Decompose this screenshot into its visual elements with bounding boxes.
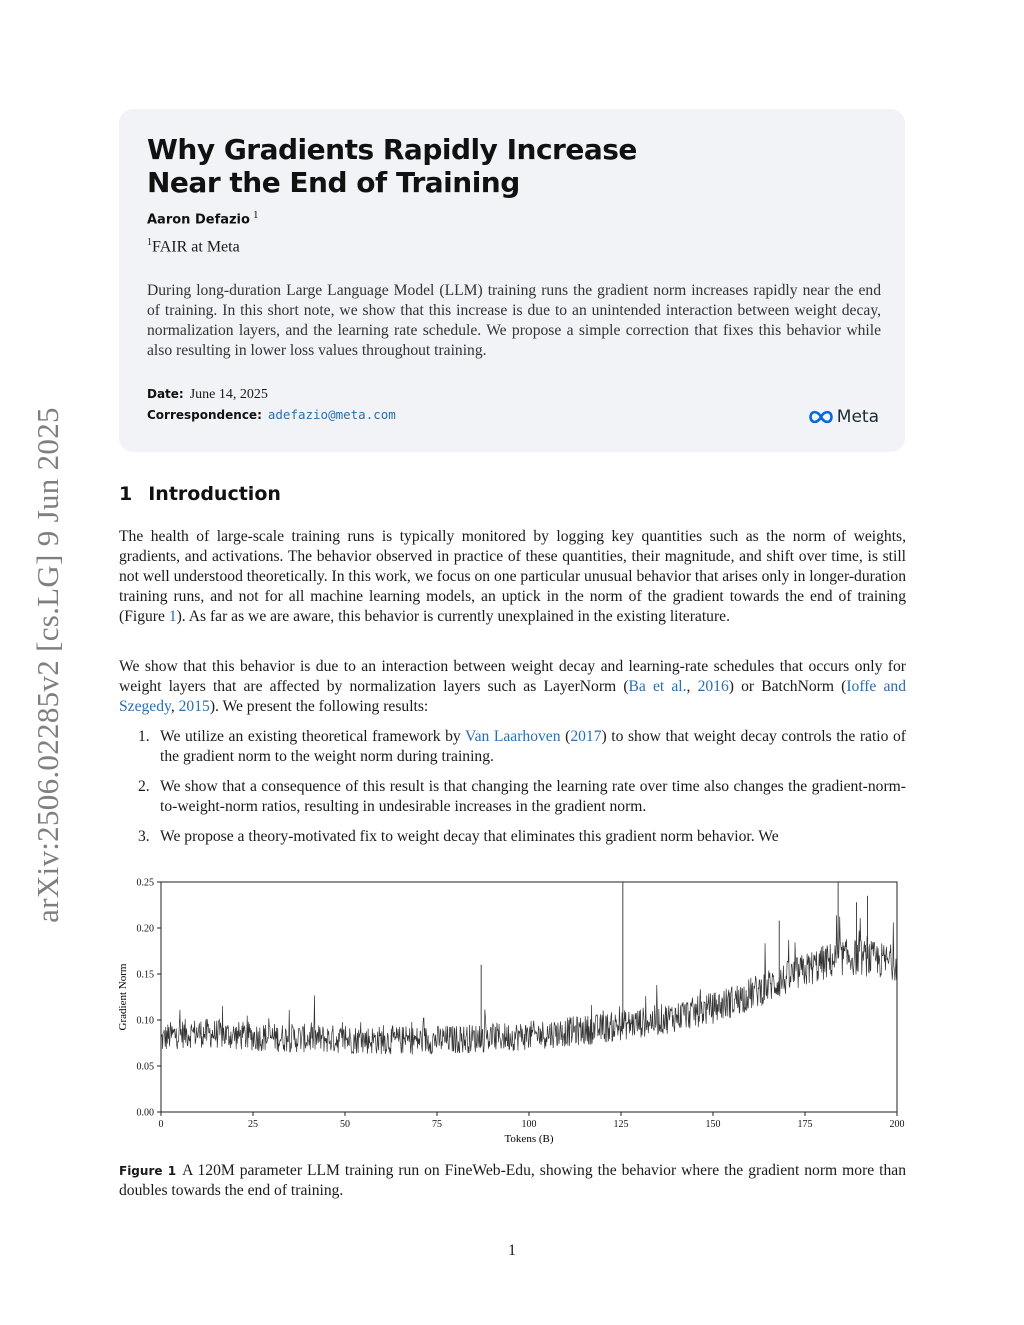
x-tick-label: 175 — [797, 1119, 813, 1130]
correspondence-row — [147, 407, 396, 424]
y-axis — [137, 878, 162, 1119]
p1-text-b: ). As far as we are aware, this behavior is currently unexplained in the existing literature. — [176, 608, 730, 625]
p2-text-c: ). We present the following results: — [209, 698, 429, 715]
cite-van-laarhoven-year[interactable]: 2017 — [570, 728, 602, 745]
affiliation-name: FAIR at Meta — [152, 238, 240, 256]
list-number: 2. — [138, 778, 150, 795]
plot-line-group — [161, 882, 897, 1054]
item-2-text: We show that a consequence of this result is that changing the learning rate over time also changes the gradient-norm-to-weight-norm ratios, resulting in undesirable increases in the gradient norm. — [160, 778, 906, 815]
author-superscript: 1 — [252, 209, 259, 221]
paper-title — [147, 133, 637, 199]
paper-header — [119, 109, 905, 452]
correspondence-email[interactable]: adefazio@meta.com — [267, 407, 396, 422]
author-name: Aaron Defazio — [147, 212, 250, 228]
plot-frame — [161, 882, 897, 1112]
x-tick-label: 100 — [521, 1119, 537, 1130]
arxiv-id: arXiv:2506.02285v2 [cs.LG] 9 Jun 2025 — [30, 407, 65, 923]
gradient-norm-series-line — [161, 915, 897, 1054]
figure-label: Figure 1 — [119, 1164, 177, 1178]
list-number: 3. — [138, 828, 150, 845]
cite-ioffe-author[interactable]: Ioffe and Szegedy — [119, 678, 907, 715]
affiliation-superscript: 1 — [147, 237, 152, 248]
list-item — [119, 827, 906, 847]
y-axis-label: Gradient Norm — [117, 963, 129, 1031]
section-heading — [119, 483, 281, 505]
p2-text-a: We show that this behavior is due to an interaction between weight decay and learning-rate schedules that occurs only for weight layers that are affected by normalization layers such as LayerNorm ( — [119, 658, 906, 695]
gradient-norm-chart — [110, 870, 910, 1150]
page-number: 1 — [508, 1242, 516, 1259]
item-3-text: We propose a theory-motivated fix to weight decay that eliminates this gradient norm behavior. We — [160, 828, 779, 845]
x-axis — [159, 1112, 905, 1130]
figure-ref-link[interactable]: 1 — [168, 608, 177, 625]
title-line-2: Near the End of Training — [147, 166, 520, 199]
y-tick-label: 0.05 — [136, 1061, 154, 1073]
x-axis-label: Tokens (B) — [504, 1133, 554, 1145]
cite-ba-year[interactable]: 2016 — [697, 678, 729, 695]
x-tick-label: 200 — [889, 1119, 905, 1130]
x-tick-label: 50 — [340, 1119, 350, 1130]
date-value: June 14, 2025 — [189, 387, 268, 402]
section-title: Introduction — [148, 483, 281, 505]
p2-text-b: ) or BatchNorm ( — [728, 678, 847, 695]
x-tick-label: 150 — [705, 1119, 721, 1130]
meta-infinity-icon — [808, 409, 834, 425]
cite-ioffe-year[interactable]: 2015 — [178, 698, 210, 715]
arxiv-watermark — [18, 380, 78, 950]
affiliation — [147, 237, 240, 256]
y-tick-label: 0.20 — [136, 923, 154, 935]
intro-paragraph-2 — [119, 657, 906, 717]
abstract: During long-duration Large Language Model (LLM) training runs the gradient norm increases rapidly near the end of training. In this short note, we show that this increase is due to an unintended interaction between weight decay, normalization layers, and the learning rate schedule. We propose a simple correction that fixes this behavior while also resulting in lower loss values throughout training. — [147, 282, 881, 359]
results-list — [119, 727, 906, 857]
item-1-text-a: We utilize an existing theoretical framework by — [160, 728, 466, 745]
list-item — [119, 727, 906, 767]
p2-sep-2: , — [170, 698, 179, 715]
correspondence-label: Correspondence: — [147, 408, 262, 422]
list-number: 1. — [138, 728, 150, 745]
x-tick-label: 25 — [248, 1119, 258, 1130]
item-1-text-b: ) to show that weight decay controls the ratio of the gradient norm to the weight norm during training. — [160, 728, 906, 765]
meta-wordmark: Meta — [836, 407, 879, 427]
figure-caption — [119, 1161, 906, 1200]
cite-van-laarhoven[interactable]: Van Laarhoven — [465, 728, 561, 745]
date-row — [147, 387, 268, 403]
author-line — [147, 209, 258, 227]
p2-sep-1: , — [686, 678, 698, 695]
y-tick-label: 0.10 — [136, 1015, 154, 1027]
x-tick-label: 125 — [613, 1119, 629, 1130]
y-tick-label: 0.25 — [136, 877, 154, 889]
p1-text-a: The health of large-scale training runs is typically monitored by logging key quantities such as the norm of weights, gradients, and activations. The behavior observed in practice of these quantities, their magnitude, and shift over time, is still not well understood theoretically. In this work, we focus on one particular unusual behavior that arises only in longer-duration training runs, and not for all machine learning models, an uptick in the norm of the gradient towards the end of training (Figure — [119, 528, 906, 625]
intro-paragraph-1 — [119, 527, 906, 627]
x-tick-label: 0 — [158, 1119, 164, 1130]
meta-logo — [808, 407, 879, 427]
item-1-paren: ( — [560, 728, 571, 745]
list-item — [119, 777, 906, 817]
section-number: 1 — [119, 483, 133, 505]
cite-ba-author[interactable]: Ba et al. — [628, 678, 687, 695]
x-tick-label: 75 — [432, 1119, 442, 1130]
date-label: Date: — [147, 387, 184, 401]
title-line-1: Why Gradients Rapidly Increase — [147, 133, 637, 166]
caption-text: A 120M parameter LLM training run on FineWeb-Edu, showing the behavior where the gradient norm more than doubles towards the end of training. — [119, 1162, 907, 1199]
y-tick-label: 0.00 — [136, 1107, 154, 1119]
y-tick-label: 0.15 — [136, 969, 154, 981]
